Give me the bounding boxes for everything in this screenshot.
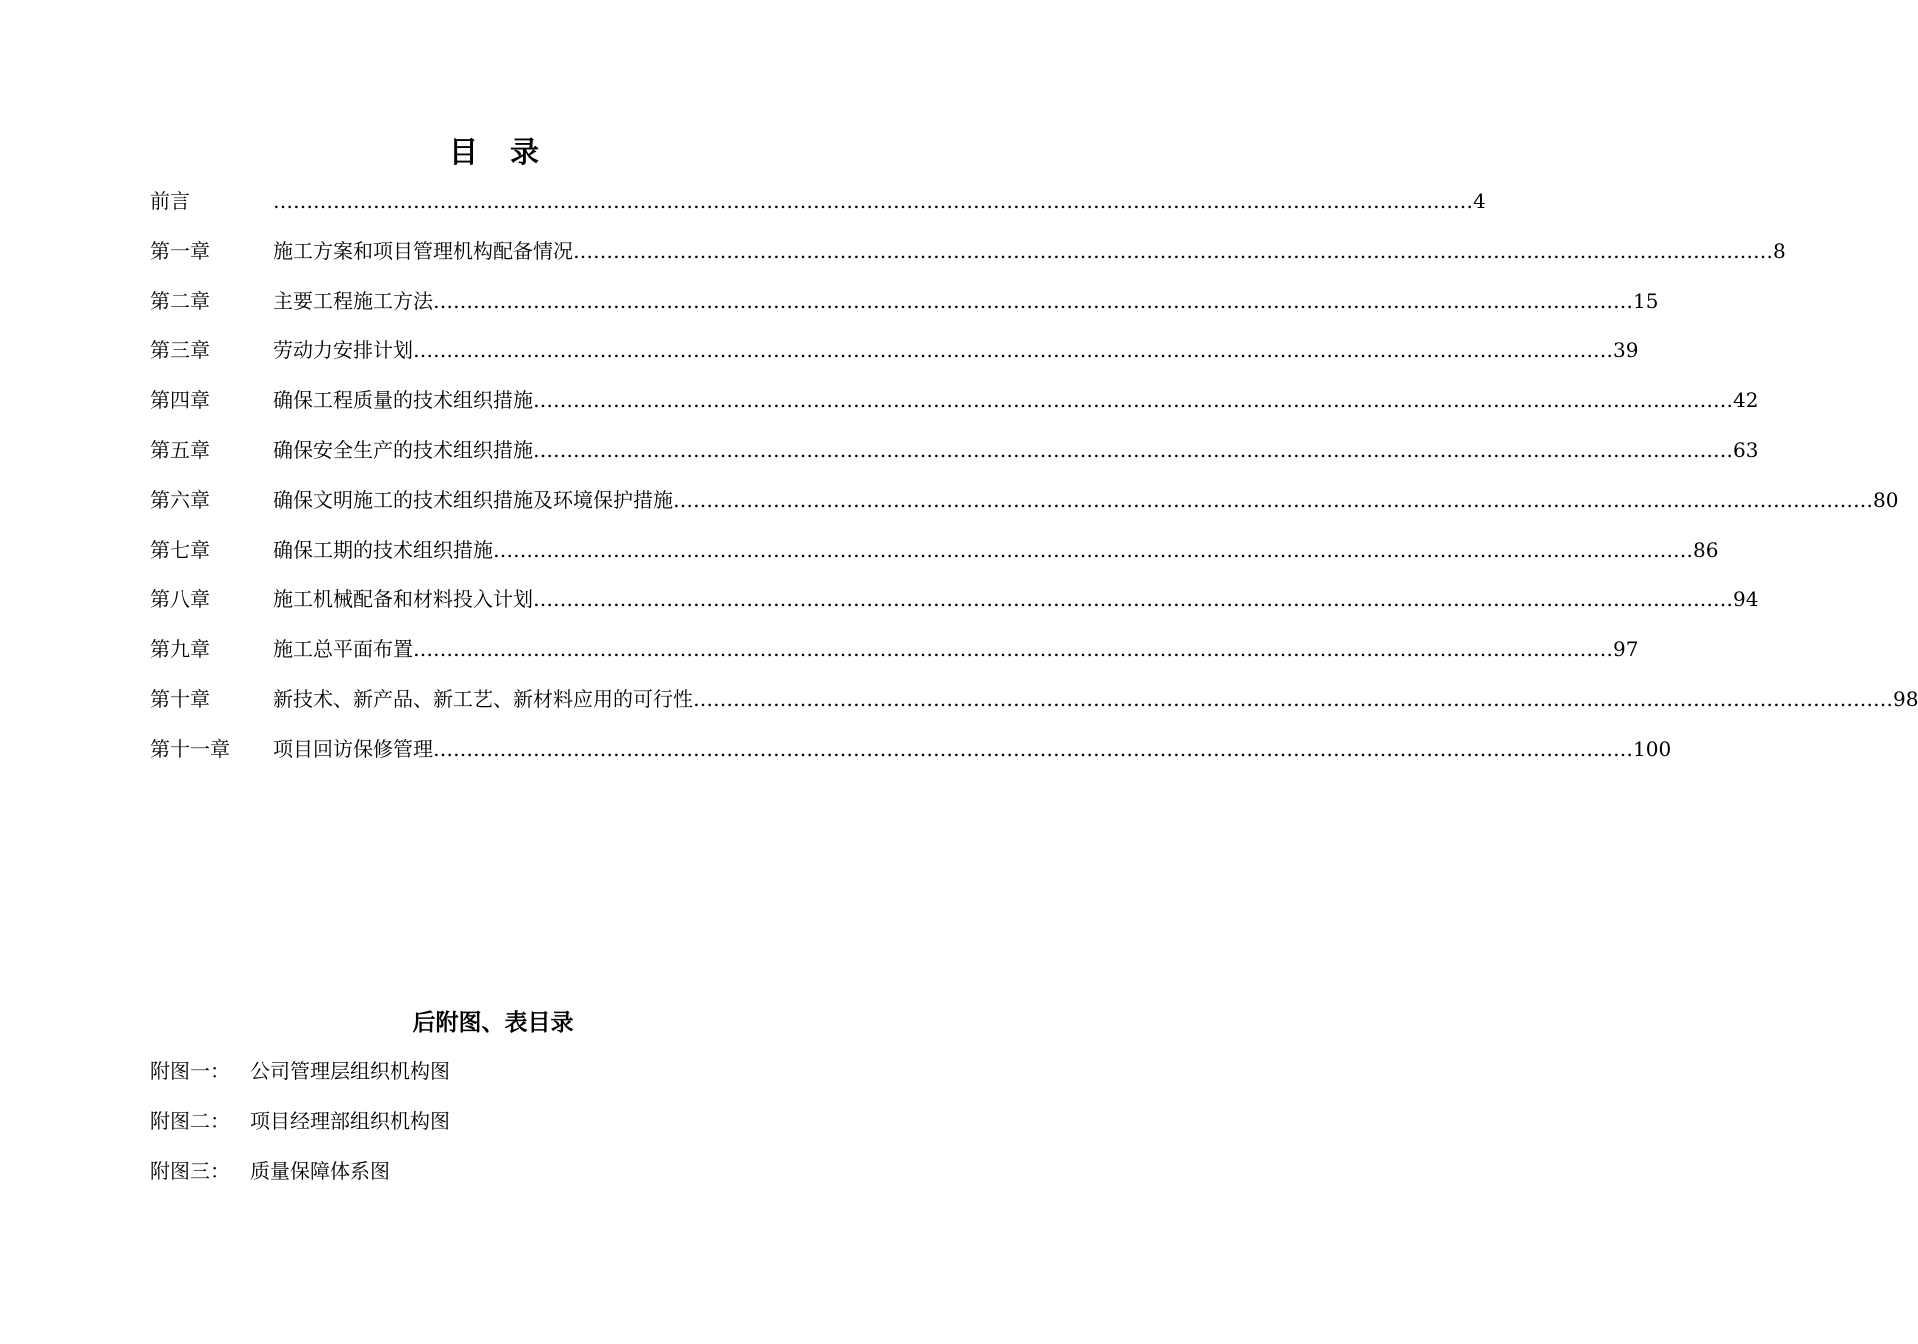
toc-dot-leader: ………………………………………………………………………………………………………………………………………………………………	[673, 487, 1873, 512]
toc-chapter-title: 项目回访保修管理	[273, 736, 433, 761]
toc-page-number: 63	[1733, 438, 1759, 462]
toc-chapter-title: 确保文明施工的技术组织措施及环境保护措施	[273, 487, 673, 512]
toc-dot-leader: ………………………………………………………………………………………………………………………………………………………………	[493, 537, 1693, 562]
toc-chapter-title: 确保工期的技术组织措施	[273, 537, 493, 562]
toc-entry	[150, 732, 1672, 766]
toc-entry	[150, 184, 1486, 218]
toc-page-number: 80	[1873, 487, 1899, 512]
toc-page-number: 15	[1633, 288, 1659, 313]
toc-chapter-label: 第四章	[150, 388, 210, 413]
attachment-label: 附图三：	[150, 1159, 230, 1183]
toc-chapter-label: 第十章	[150, 687, 210, 711]
toc-entry	[150, 234, 1786, 268]
toc-dot-leader: ………………………………………………………………………………………………………………………………………………………………	[533, 388, 1733, 413]
toc-chapter-label: 第九章	[150, 637, 210, 662]
toc-chapter-label: 第七章	[150, 537, 210, 562]
toc-entry	[150, 632, 1639, 666]
toc-chapter-label: 第二章	[150, 288, 210, 313]
toc-chapter-label: 第六章	[150, 487, 210, 512]
toc-page-number: 100	[1633, 736, 1672, 761]
attachment-title: 项目经理部组织机构图	[250, 1109, 450, 1133]
toc-page-number: 86	[1693, 537, 1719, 562]
toc-page-number: 42	[1733, 388, 1759, 413]
toc-dot-leader: ………………………………………………………………………………………………………………………………………………………………	[413, 637, 1613, 662]
toc-page-number: 4	[1473, 189, 1486, 213]
toc-dot-leader: ………………………………………………………………………………………………………………………………………………………………	[533, 438, 1733, 462]
toc-entry	[150, 533, 1719, 567]
toc-chapter-title: 新技术、新产品、新工艺、新材料应用的可行性	[273, 687, 693, 711]
toc-dot-leader: ………………………………………………………………………………………………………………………………………………………………	[413, 338, 1613, 363]
toc-chapter-title: 确保工程质量的技术组织措施	[273, 388, 533, 413]
toc-chapter-title: 主要工程施工方法	[273, 288, 433, 313]
attachment-entry	[150, 1154, 390, 1188]
toc-dot-leader: ………………………………………………………………………………………………………………………………………………………………	[273, 189, 1473, 213]
toc-entry	[150, 284, 1659, 318]
toc-chapter-label: 第十一章	[150, 736, 230, 761]
toc-chapter-title: 施工总平面布置	[273, 637, 413, 662]
toc-dot-leader: ………………………………………………………………………………………………………………………………………………………………	[533, 587, 1733, 612]
toc-entry	[150, 383, 1759, 417]
attachment-title: 公司管理层组织机构图	[250, 1059, 450, 1083]
toc-chapter-title: 劳动力安排计划	[273, 338, 413, 363]
toc-chapter-title: 确保安全生产的技术组织措施	[273, 438, 533, 462]
attachments-title: 后附图、表目录	[412, 1009, 574, 1036]
attachment-entry	[150, 1054, 450, 1088]
toc-page-number: 39	[1613, 338, 1639, 363]
attachment-label: 附图二：	[150, 1109, 230, 1133]
attachment-entry	[150, 1104, 450, 1138]
toc-page-number: 97	[1613, 637, 1639, 662]
toc-entry	[150, 483, 1899, 517]
toc-dot-leader: ………………………………………………………………………………………………………………………………………………………………	[433, 288, 1633, 313]
toc-dot-leader: ………………………………………………………………………………………………………………………………………………………………	[433, 736, 1633, 761]
page-title-left: 目	[448, 135, 480, 169]
toc-chapter-label: 第五章	[150, 438, 210, 462]
toc-entry	[150, 682, 1918, 716]
toc-chapter-label: 前言	[150, 189, 190, 213]
toc-page-number: 94	[1733, 587, 1759, 612]
toc-page-number: 98	[1893, 687, 1918, 711]
toc-entry	[150, 582, 1759, 616]
toc-chapter-title: 施工机械配备和材料投入计划	[273, 587, 533, 612]
attachment-title: 质量保障体系图	[250, 1159, 390, 1183]
toc-dot-leader: ………………………………………………………………………………………………………………………………………………………………	[573, 238, 1773, 263]
toc-entry	[150, 333, 1639, 367]
toc-page-number: 8	[1773, 238, 1786, 263]
toc-chapter-title: 施工方案和项目管理机构配备情况	[273, 238, 573, 263]
page-title-right: 录	[510, 135, 542, 169]
toc-entry	[150, 433, 1759, 467]
toc-chapter-label: 第三章	[150, 338, 210, 363]
toc-dot-leader: ………………………………………………………………………………………………………………………………………………………………	[693, 687, 1893, 711]
page-title	[0, 130, 990, 171]
attachment-label: 附图一：	[150, 1059, 230, 1083]
toc-chapter-label: 第一章	[150, 238, 210, 263]
toc-chapter-label: 第八章	[150, 587, 210, 612]
